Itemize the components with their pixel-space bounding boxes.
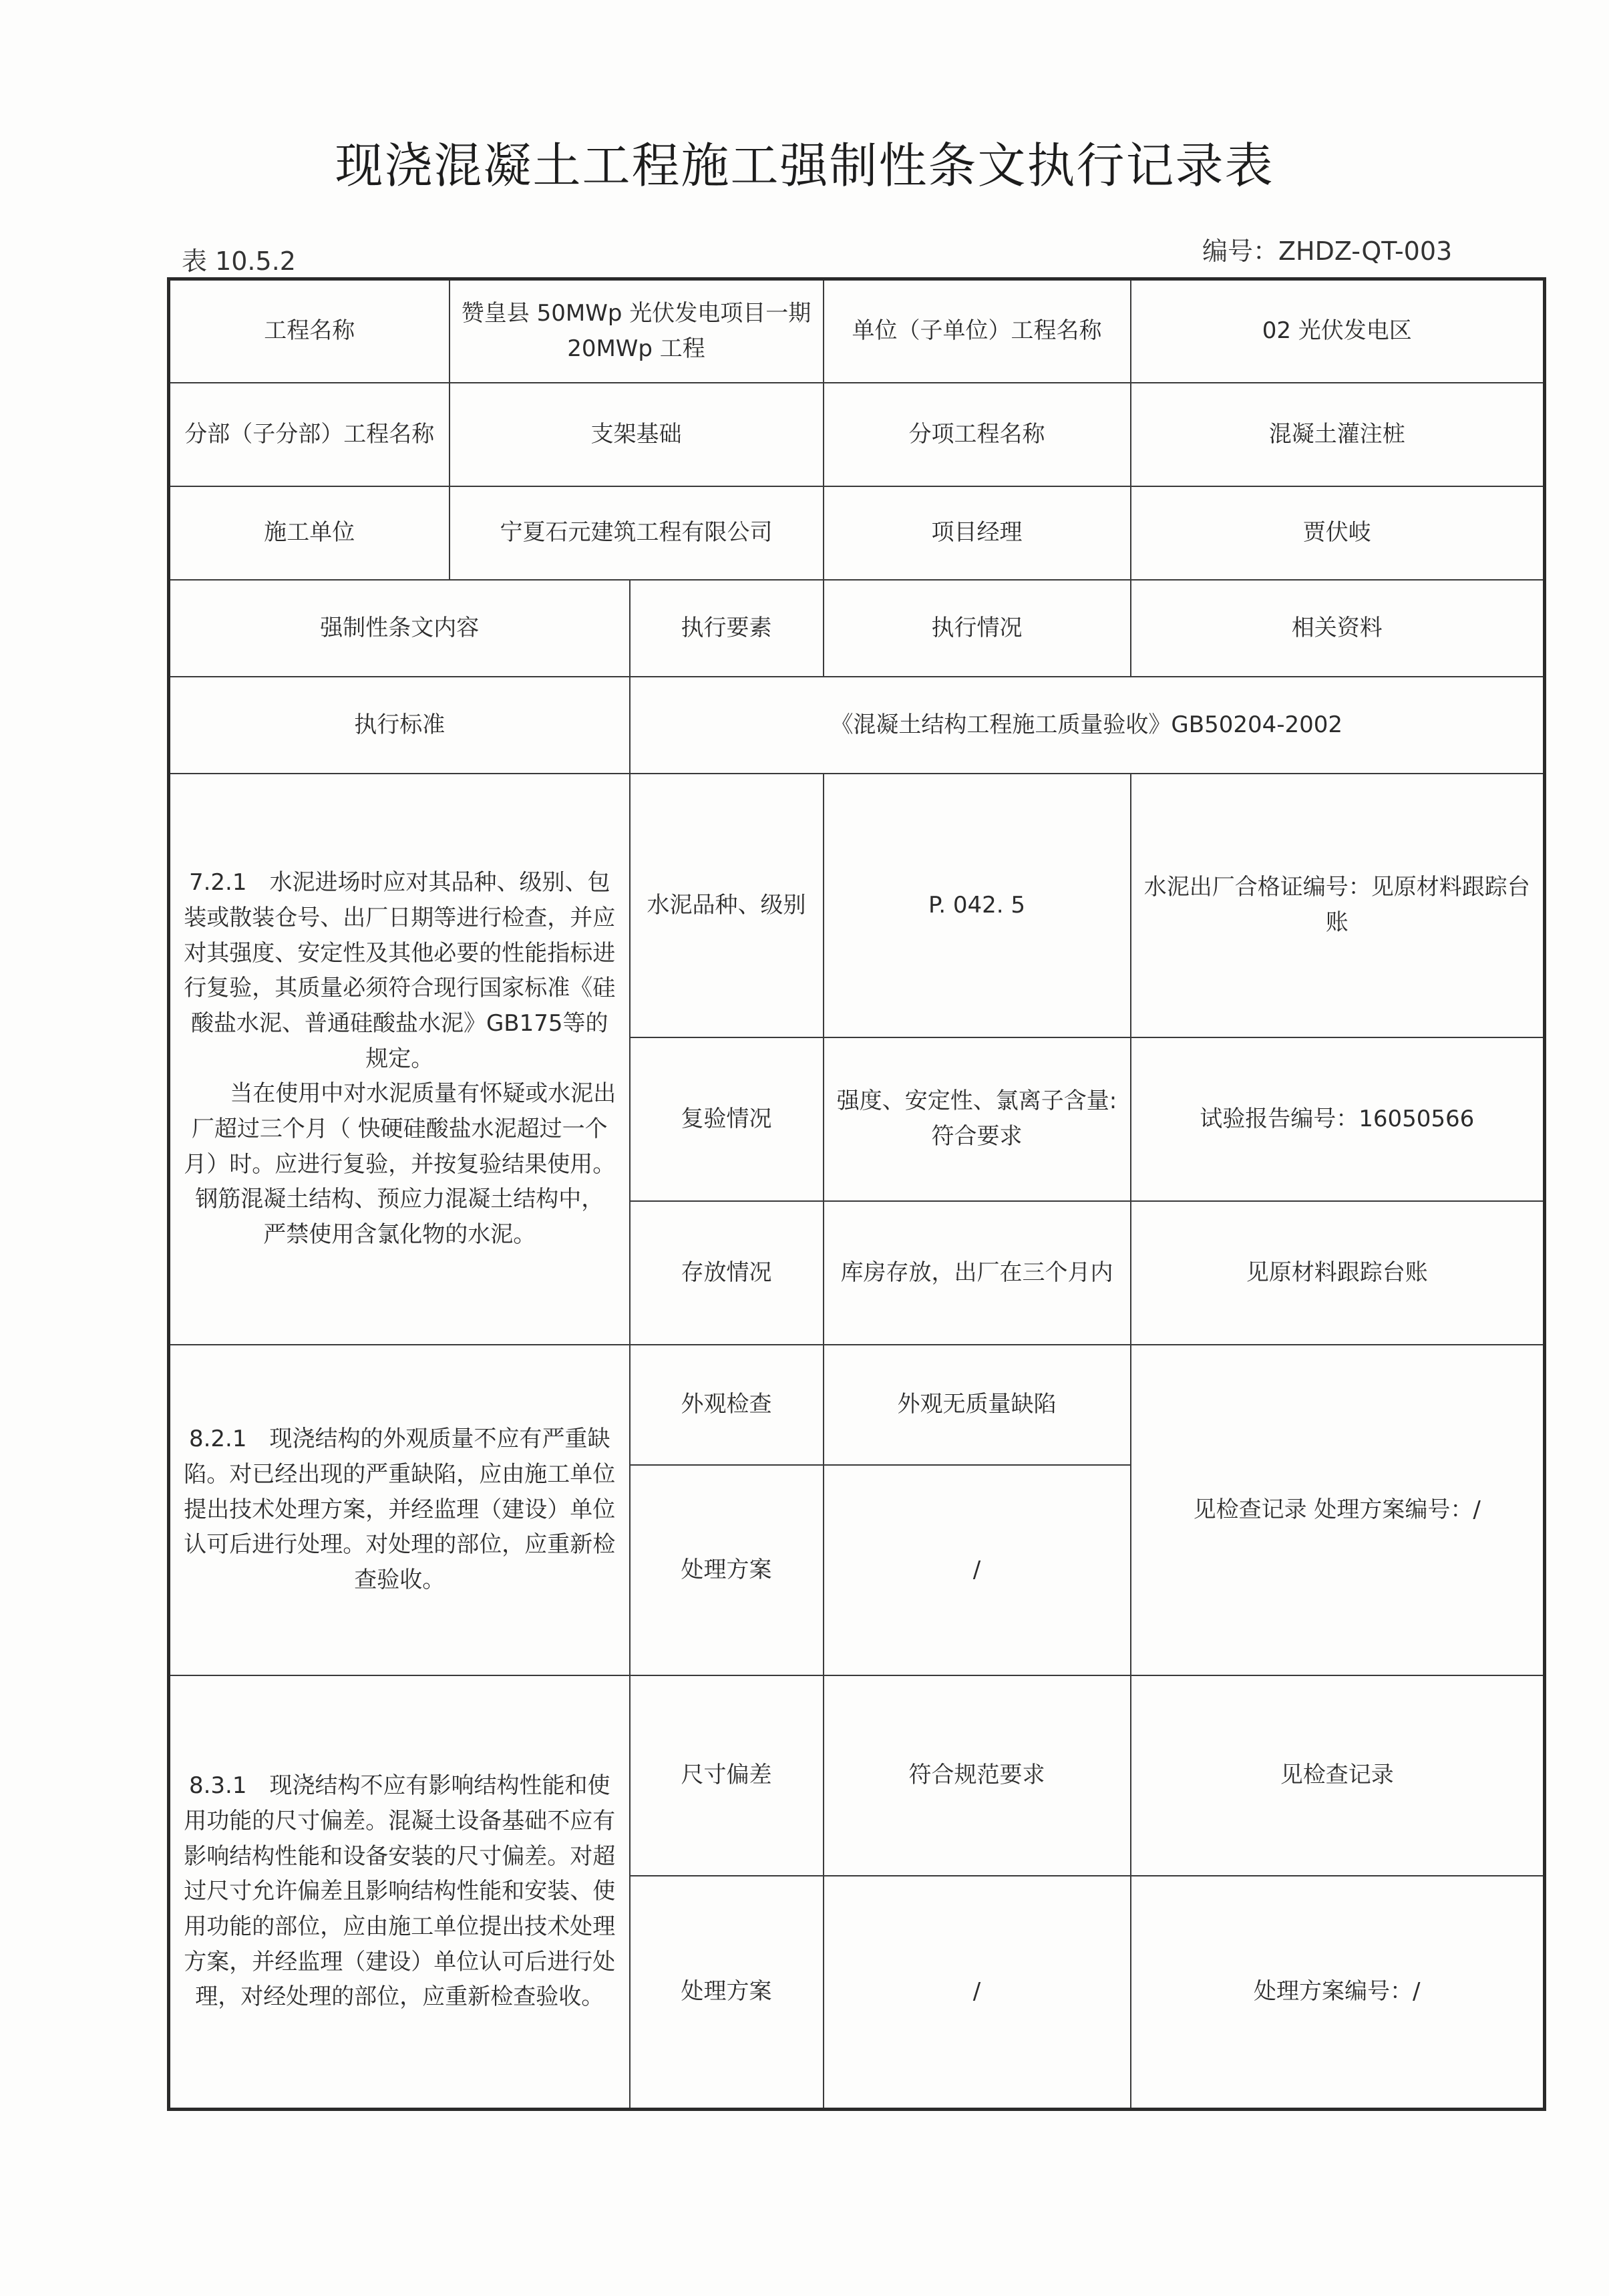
col-content-header: 强制性条文内容 bbox=[169, 580, 630, 677]
status-treatment-plan-2: / bbox=[824, 1876, 1131, 2110]
element-treatment-plan-2: 处理方案 bbox=[630, 1876, 824, 2110]
status-dimension-deviation: 符合规范要求 bbox=[824, 1675, 1131, 1876]
docs-inspection-record: 见检查记录 处理方案编号：/ bbox=[1131, 1345, 1545, 1675]
clause-8-2-1-para-1: 8.2.1 现浇结构的外观质量不应有严重缺陷。对已经出现的严重缺陷，应由施工单位提出技术处理方案，并经监理（建设）单位认可后进行处理。对处理的部位，应重新检查验收。 bbox=[184, 1426, 616, 1594]
docs-dimension-inspection: 见检查记录 bbox=[1131, 1675, 1545, 1876]
status-retest: 强度、安定性、氯离子含量:符合要求 bbox=[824, 1037, 1131, 1201]
section-1-row-1 bbox=[169, 774, 1545, 1037]
col-status-header: 执行情况 bbox=[824, 580, 1131, 677]
status-appearance: 外观无质量缺陷 bbox=[824, 1345, 1131, 1465]
project-name-value: 赞皇县 50MWp 光伏发电项目一期 20MWp 工程 bbox=[450, 279, 824, 383]
element-dimension-deviation: 尺寸偏差 bbox=[630, 1675, 824, 1876]
docs-treatment-plan-number: 处理方案编号：/ bbox=[1131, 1876, 1545, 2110]
unit-project-label: 单位（子单位）工程名称 bbox=[824, 279, 1131, 383]
col-docs-header: 相关资料 bbox=[1131, 580, 1545, 677]
element-treatment-plan: 处理方案 bbox=[630, 1465, 824, 1675]
manager-value: 贾伏岐 bbox=[1131, 486, 1545, 580]
manager-label: 项目经理 bbox=[824, 486, 1131, 580]
sub-division-value: 支架基础 bbox=[450, 383, 824, 486]
sub-item-value: 混凝土灌注桩 bbox=[1131, 383, 1545, 486]
column-header-row bbox=[169, 580, 1545, 677]
standard-value: 《混凝土结构工程施工质量验收》GB50204-2002 bbox=[630, 677, 1545, 774]
status-cement-grade: P. 042. 5 bbox=[824, 774, 1131, 1037]
element-storage: 存放情况 bbox=[630, 1201, 824, 1345]
element-cement-grade: 水泥品种、级别 bbox=[630, 774, 824, 1037]
section-2-row-1 bbox=[169, 1345, 1545, 1465]
clause-7-2-1-para-3: 钢筋混凝土结构、预应力混凝土结构中， bbox=[195, 1186, 604, 1213]
col-element-header: 执行要素 bbox=[630, 580, 824, 677]
clause-8-2-1 bbox=[169, 1345, 630, 1675]
header-row-division bbox=[169, 383, 1545, 486]
clause-8-3-1 bbox=[169, 1675, 630, 2110]
form-number: 表 10.5.2 bbox=[182, 247, 296, 276]
project-name-label: 工程名称 bbox=[169, 279, 450, 383]
status-treatment-plan: / bbox=[824, 1465, 1131, 1675]
contractor-value: 宁夏石元建筑工程有限公司 bbox=[450, 486, 824, 580]
docs-cement-certificate: 水泥出厂合格证编号：见原材料跟踪台账 bbox=[1131, 774, 1545, 1037]
element-retest: 复验情况 bbox=[630, 1037, 824, 1201]
standard-label: 执行标准 bbox=[169, 677, 630, 774]
clause-7-2-1 bbox=[169, 774, 630, 1345]
docs-storage: 见原材料跟踪台账 bbox=[1131, 1201, 1545, 1345]
docs-test-report: 试验报告编号：16050566 bbox=[1131, 1037, 1545, 1201]
document-title: 现浇混凝土工程施工强制性条文执行记录表 bbox=[335, 138, 1274, 194]
section-3-row-1 bbox=[169, 1675, 1545, 1876]
unit-project-value: 02 光伏发电区 bbox=[1131, 279, 1545, 383]
clause-7-2-1-para-2: 当在使用中对水泥质量有怀疑或水泥出厂超过三个月（ 快硬硅酸盐水泥超过一个月）时。应进行复验，并按复验结果使用。 bbox=[184, 1080, 616, 1178]
header-row-contractor bbox=[169, 486, 1545, 580]
contractor-label: 施工单位 bbox=[169, 486, 450, 580]
header-row-project bbox=[169, 279, 1545, 383]
serial-number: 编号：ZHDZ-QT-003 bbox=[1202, 236, 1453, 266]
sub-division-label: 分部（子分部）工程名称 bbox=[169, 383, 450, 486]
clause-8-3-1-para-1: 8.3.1 现浇结构不应有影响结构性能和使用功能的尺寸偏差。混凝土设备基础不应有影响结构性能和设备安装的尺寸偏差。对超过尺寸允许偏差且影响结构性能和安装、使用功能的部位，应由施工单位提出技术处理方案，并经监理（建设）单位认可后进行处理，对经处理的部位，应重新检查验收。 bbox=[184, 1772, 616, 2011]
clause-7-2-1-para-1: 7.2.1 水泥进场时应对其品种、级别、包装或散装仓号、出厂日期等进行检查，并应对其强度、安定性及其他必要的性能指标进行复验，其质量必须符合现行国家标准《硅酸盐水泥、普通硅酸盐水泥》GB175等的规定。 bbox=[184, 869, 616, 1072]
element-appearance: 外观检查 bbox=[630, 1345, 824, 1465]
standard-row bbox=[169, 677, 1545, 774]
status-storage: 库房存放，出厂在三个月内 bbox=[824, 1201, 1131, 1345]
record-table bbox=[167, 277, 1546, 2111]
clause-7-2-1-para-4: 严禁使用含氯化物的水泥。 bbox=[263, 1221, 536, 1249]
sub-item-label: 分项工程名称 bbox=[824, 383, 1131, 486]
